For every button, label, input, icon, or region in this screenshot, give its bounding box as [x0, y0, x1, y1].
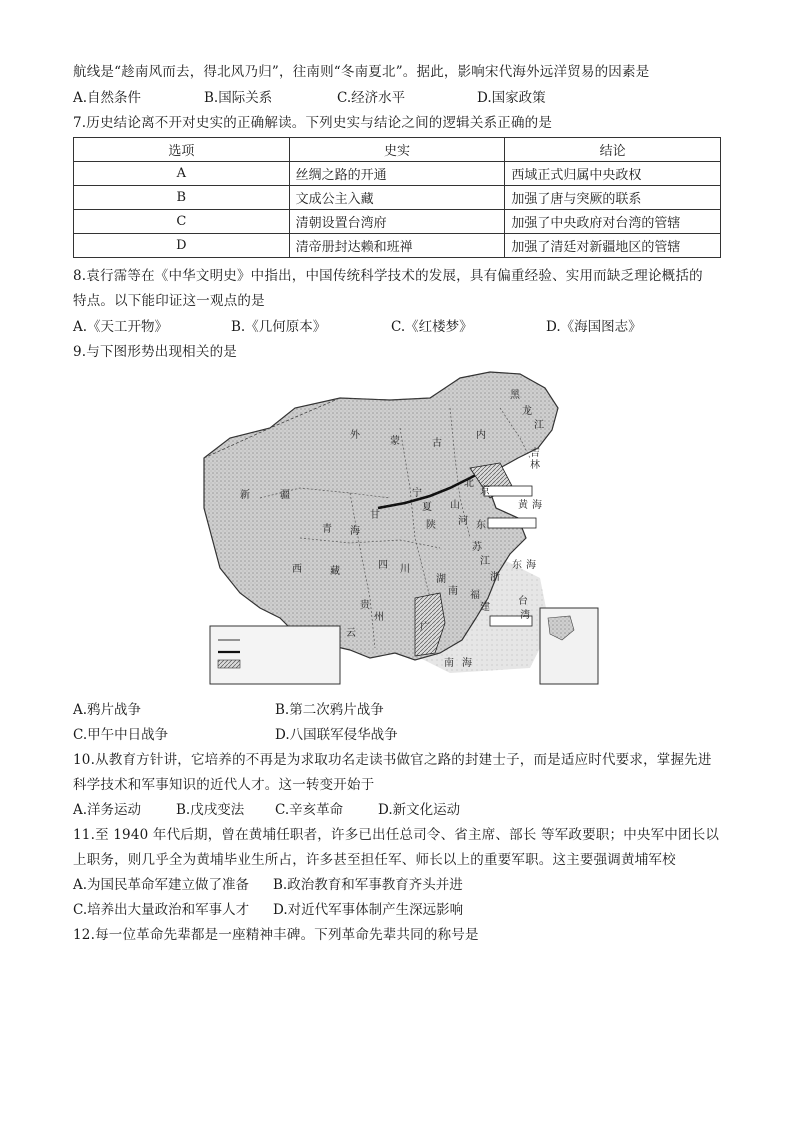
q7-header-fact: 史实: [289, 138, 505, 162]
q8-stem-line2: 特点。以下能印证这一观点的是: [73, 293, 265, 309]
map-label: 湾: [520, 610, 530, 621]
q7-header-option: 选项: [74, 138, 290, 162]
map-label: 云: [346, 628, 356, 639]
map-legend-mark: [218, 660, 240, 668]
q6-option-c[interactable]: C.经济水平: [337, 90, 406, 106]
q7-header-conclusion: 结论: [505, 138, 721, 162]
map-label: 蒙: [390, 436, 400, 447]
q7-row-b[interactable]: [74, 186, 721, 210]
map-label: 江: [534, 420, 544, 431]
q7-header-row: [74, 138, 721, 162]
map-label: 吉: [530, 448, 540, 459]
q7-row-conclusion: 加强了唐与突厥的联系: [505, 186, 721, 210]
map-label: 贵: [360, 600, 370, 611]
q7-row-fact: 清朝设置台湾府: [289, 210, 505, 234]
map-label: 新: [240, 490, 250, 501]
map-label: 北: [464, 478, 474, 489]
q10-option-d[interactable]: D.新文化运动: [378, 802, 461, 818]
map-label: 内: [476, 430, 486, 441]
map-label: 河: [458, 516, 468, 527]
q8-option-a[interactable]: A.《天工开物》: [73, 319, 169, 335]
q8-option-d[interactable]: D.《海国图志》: [546, 319, 642, 335]
map-label: 东: [476, 520, 486, 531]
map-label: 黄: [518, 500, 528, 511]
q7-row-fact: 清帝册封达赖和班禅: [289, 234, 505, 258]
map-label: 东: [512, 560, 522, 571]
q11-stem-line2: 上职务，则几乎全为黄埔毕业生所占，许多甚至担任军、师长以上的重要军职。这主要强调黄埔军校: [73, 852, 676, 868]
q10-option-a[interactable]: A.洋务运动: [73, 802, 142, 818]
map-label: 海: [532, 500, 542, 511]
map-label: 江: [480, 556, 490, 567]
map-legend: [210, 626, 340, 684]
map-label: 南: [444, 658, 454, 669]
map-label: 黑: [510, 390, 520, 401]
q7-table: [73, 137, 721, 258]
q7-row-c[interactable]: [74, 210, 721, 234]
q12-stem: 12.每一位革命先辈都是一座精神丰碑。下列革命先辈共同的称号是: [73, 927, 479, 943]
q7-row-label: C: [74, 210, 290, 234]
map-label: 疆: [280, 490, 290, 501]
q7-row-conclusion: 加强了中央政府对台湾的管辖: [505, 210, 721, 234]
map-label: 藏: [330, 566, 340, 577]
q6-option-a[interactable]: A.自然条件: [73, 90, 142, 106]
map-label: 福: [470, 590, 480, 601]
map-label: 台: [518, 596, 528, 607]
q11-option-d[interactable]: D.对近代军事体制产生深远影响: [273, 902, 464, 918]
q9-option-a[interactable]: A.鸦片战争: [73, 702, 142, 718]
q9-stem: 9.与下图形势出现相关的是: [73, 344, 237, 360]
q9-option-b[interactable]: B.第二次鸦片战争: [275, 702, 384, 718]
map-label: 四: [378, 560, 388, 571]
map-label: 广: [420, 622, 430, 633]
q7-row-d[interactable]: [74, 234, 721, 258]
map-label: 夏: [422, 502, 432, 513]
q8-stem-line1: 8.袁行霈等在《中华文明史》中指出，中国传统科学技术的发展，具有偏重经验、实用而缺乏理论概括的: [73, 268, 703, 284]
q11-option-a[interactable]: A.为国民革命军建立做了准备: [73, 877, 250, 893]
q7-row-fact: 文成公主入藏: [289, 186, 505, 210]
q10-option-c[interactable]: C.辛亥革命: [275, 802, 344, 818]
q6-stem: 航线是“趁南风而去，得北风乃归”，往南则“冬南夏北”。据此，影响宋代海外远洋贸易的因素是: [73, 64, 650, 80]
q7-row-conclusion: 西域正式归属中央政权: [505, 162, 721, 186]
map-label: 海: [350, 526, 360, 537]
map-label: 苏: [472, 542, 482, 553]
map-label: 山: [450, 500, 460, 511]
q9-historical-map: [200, 368, 604, 690]
q7-row-fact: 丝绸之路的开通: [289, 162, 505, 186]
map-label: 海: [462, 658, 472, 669]
map-label: 浙: [490, 572, 500, 583]
q7-row-a[interactable]: [74, 162, 721, 186]
map-label: 青: [322, 524, 332, 535]
q9-option-c[interactable]: C.甲午中日战争: [73, 727, 169, 743]
q7-row-label: A: [74, 162, 290, 186]
q8-option-c[interactable]: C.《红楼梦》: [391, 319, 473, 335]
map-label: 州: [374, 612, 384, 623]
map-label: 湖: [436, 574, 446, 585]
q10-stem-line1: 10.从教育方针讲，它培养的不再是为求取功名走读书做官之路的封建士子，而是适应时代要求，掌握先进: [73, 752, 712, 768]
q7-row-conclusion: 加强了清廷对新疆地区的管辖: [505, 234, 721, 258]
q11-option-c[interactable]: C.培养出大量政治和军事人才: [73, 902, 250, 918]
map-label: 甘: [370, 510, 380, 521]
map-label: 南: [448, 586, 458, 597]
q10-option-b[interactable]: B.戊戌变法: [176, 802, 245, 818]
map-label: 川: [400, 564, 410, 575]
map-label: 外: [350, 430, 360, 441]
q6-option-d[interactable]: D.国家政策: [477, 90, 546, 106]
map-label: 陕: [426, 520, 436, 531]
map-label: 龙: [522, 406, 532, 417]
map-label: 西: [292, 564, 302, 575]
map-label: 建: [480, 602, 490, 613]
q8-option-b[interactable]: B.《几何原本》: [231, 319, 327, 335]
q11-option-b[interactable]: B.政治教育和军事教育齐头并进: [273, 877, 463, 893]
q11-stem-line1: 11.至 1940 年代后期，曾在黄埔任职者，许多已出任总司令、省主席、部长 等军政要职；中央军中团长以: [73, 827, 720, 843]
q9-option-d[interactable]: D.八国联军侵华战争: [275, 727, 398, 743]
q7-stem: 7.历史结论离不开对史实的正确解读。下列史实与结论之间的逻辑关系正确的是: [73, 115, 553, 131]
map-label: 宁: [412, 488, 422, 499]
q10-stem-line2: 科学技术和军事知识的近代人才。这一转变开始于: [73, 777, 375, 793]
map-label: 古: [432, 438, 442, 449]
map-callout-box: [488, 518, 536, 528]
map-callout-box: [484, 486, 532, 496]
map-label: 京: [480, 486, 490, 497]
q7-row-label: B: [74, 186, 290, 210]
map-label: 海: [526, 560, 536, 571]
q6-option-b[interactable]: B.国际关系: [204, 90, 273, 106]
q7-row-label: D: [74, 234, 290, 258]
map-label: 林: [530, 460, 540, 471]
